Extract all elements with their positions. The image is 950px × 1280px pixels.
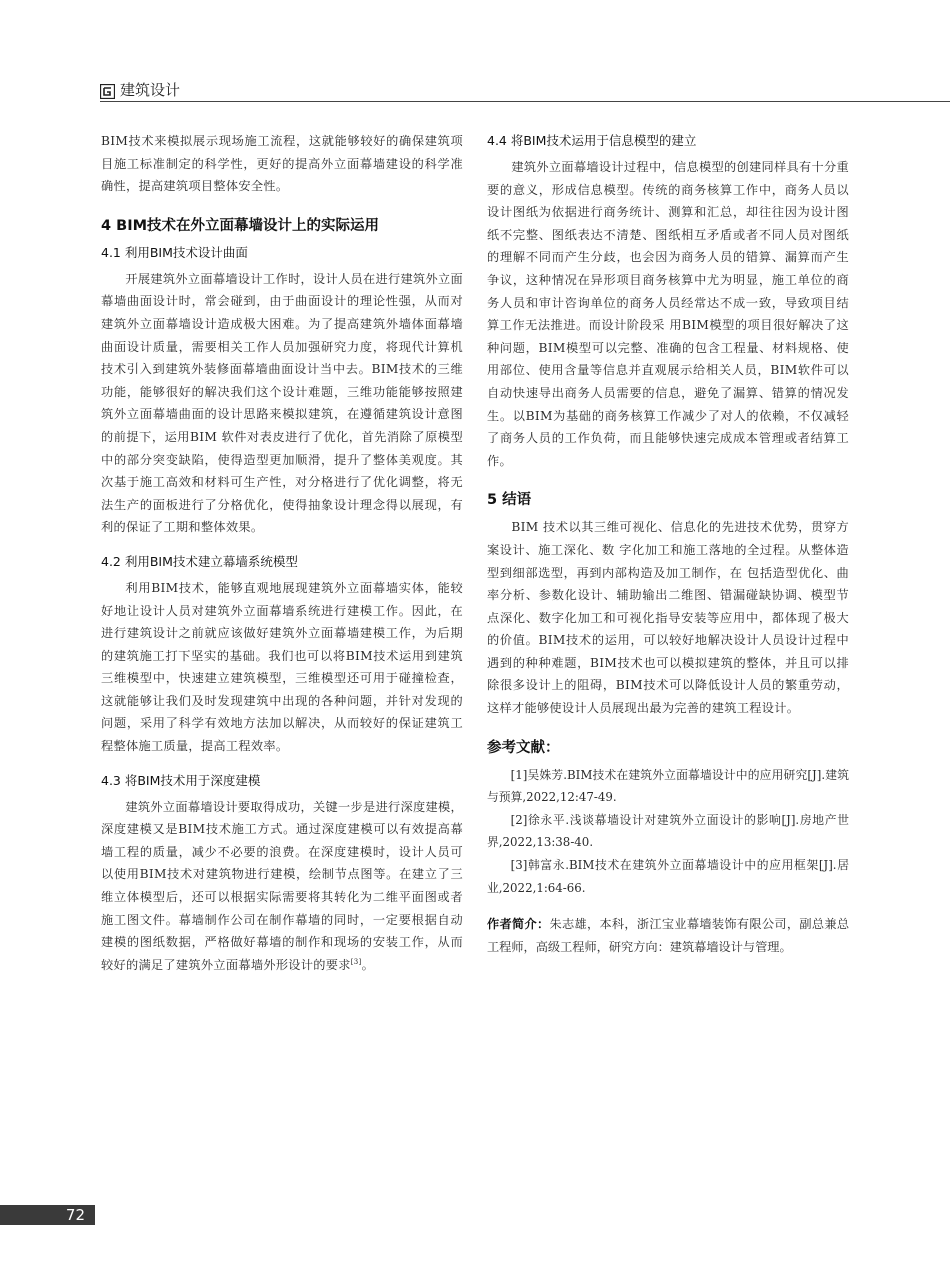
conclusion-paragraph: BIM 技术以其三维可视化、信息化的先进技术优势，贯穿方案设计、施工深化、数 字化加工和施工落地的全过程。从整体造型到细部选型，再到内部构造及加工制作，在 包括造型优化、曲率分析、参数化设计、辅助输出二维图、错漏碰缺协调、模型节点深化、数字化加工和可视化指导安装等应用中，都体现了极大的价值。BIM技术的运用，可以较好地解决设计人员设计过程中遇到的种种难题，BIM技术也可以模拟建筑的整体，并且可以排除很多设计上的阻碍，BIM技术可以降低设计人员的繁重劳动，这样才能够使设计人员展现出最为完善的建筑工程设计。 [487,520,849,716]
section-title: 建筑设计 [120,81,181,99]
author-bio [487,913,849,958]
subsection-4-1-paragraph: 开展建筑外立面幕墙设计工作时，设计人员在进行建筑外立面幕墙曲面设计时，常会碰到，由于曲面设计的理论性强，从而对建筑外立面幕墙设计造成极大困难。为了提高建筑外墙体面幕墙曲面设计质量，需要相关工作人员加强研究力度，将现代计算机技术引入到建筑外装修面幕墙曲面设计当中去。BIM技术的三维功能，能够很好的解决我们这个设计难题，三维功能能够按照建筑外立面幕墙曲面的设计思路来模拟建筑，在遵循建筑设计意图的前提下，运用BIM 软件对表皮进行了优化，首先消除了原模型中的部分突变缺陷，使得造型更加顺滑，提升了整体美观度。其次基于施工高效和材料可生产性，对分格进行了优化调整，将无法生产的面板进行了分格优化，使得抽象设计理念得以展现，有利的保证了工期和整体效果。 [101,271,463,535]
author-bio-label: 作者简介： [487,917,550,932]
left-column [101,130,463,976]
header-rule [100,101,950,102]
section-5-heading: 5 结语 [487,492,532,509]
reference-item: [2]徐永平.浅谈幕墙设计对建筑外立面设计的影响[J].房地产世界,2022,13:38-40. [487,812,849,850]
subsection-4-4-paragraph: 建筑外立面幕墙设计过程中，信息模型的创建同样具有十分重要的意义，形成信息模型。传统的商务核算工作中，商务人员以设计图纸为依据进行商务统计、测算和汇总，却往往因为设计图纸不完整、图纸表达不清楚、图纸相互矛盾或者不同人员对图纸的理解不同而产生分歧，也会因为商务人员的错算、漏算而产生争议，这种情况在异形项目商务核算中尤为明显，施工单位的商务人员和审计咨询单位的商务人员经常达不成一致，导致项目结算工作无法推进。而设计阶段采 用BIM模型的项目很好解决了这种问题，BIM模型可以完整、准确的包含工程量、材料规格、使用部位、使用含量等信息并直观展示给相关人员，BIM软件可以自动快速导出商务人员需要的信息，避免了漏算、错算的情况发生。以BIM为基础的商务核算工作减少了对人的依赖，不仅减轻了商务人员的工作负荷，而且能够快速完成成本管理或者结算工作。 [487,160,849,468]
subsection-4-1-heading: 4.1 利用BIM技术设计曲面 [101,244,248,260]
subsection-4-2-heading: 4.2 利用BIM技术建立幕墙系统模型 [101,553,298,569]
right-column [487,130,849,958]
subsection-4-3-text: 建筑外立面幕墙设计要取得成功，关键一步是进行深度建模，深度建模又是BIM技术施工方式。通过深度建模可以有效提高幕墙工程的质量，减少不必要的浪费。在深度建模时，设计人员可以使用BIM技术对建筑物进行建模，绘制节点图等。在建立了三维立体模型后，还可以根据实际需要将其转化为二维平面图或者施工图文件。幕墙制作公司在制作幕墙的同时，一定要根据自动建模的图纸数据，严格做好幕墙的制作和现场的安装工作，从而较好的满足了建筑外立面幕墙外形设计的要求 [101,799,463,972]
subsection-4-3-end: 。 [361,957,375,972]
author-bio-paragraph [487,913,849,958]
subsection-4-4-heading: 4.4 将BIM技术运用于信息模型的建立 [487,133,697,148]
subsection-4-2-paragraph: 利用BIM技术，能够直观地展现建筑外立面幕墙实体，能较好地让设计人员对建筑外立面幕墙系统进行建模工作。因此，在进行建筑设计之前就应该做好建筑外立面幕墙建模工作，为后期的建筑施工打下坚实的基础。我们也可以将BIM技术运用到建筑三维模型中，快速建立建筑模型，三维模型还可用于碰撞检查，这就能够让我们及时发现建筑中出现的各种问题，并针对发现的问题，采用了科学有效地方法加以解决，从而较好的保证建筑工程整体施工质量，提高工程效率。 [101,580,463,754]
subsection-4-3-heading: 4.3 将BIM技术用于深度建模 [101,772,261,788]
reference-item: [3]韩富永.BIM技术在建筑外立面幕墙设计中的应用框架[J].居业,2022,1:64-66. [487,858,849,895]
reference-item: [1]吴姝芳.BIM技术在建筑外立面幕墙设计中的应用研究[J].建筑与预算,2022,12:47-49. [487,767,849,805]
page-number-badge [0,1205,95,1225]
page-header [100,80,950,102]
page-number: 72 [65,1206,85,1224]
section-4-heading: 4 BIM技术在外立面幕墙设计上的实际运用 [101,217,380,234]
references-heading: 参考文献： [487,739,560,756]
journal-logo-icon [100,84,115,99]
author-bio-text: 朱志雄，本科，浙江宝业幕墙装饰有限公司，副总兼总工程师，高级工程师，研究方向：建筑幕墙设计与管理。 [487,917,850,954]
citation-mark: [3] [350,957,362,966]
intro-paragraph: BIM技术来模拟展示现场施工流程，这就能够较好的确保建筑项目施工标准制定的科学性，更好的提高外立面幕墙建设的科学准确性，提高建筑项目整体安全性。 [101,134,463,194]
subsection-4-3-paragraph [101,796,463,977]
references-list [487,764,849,900]
